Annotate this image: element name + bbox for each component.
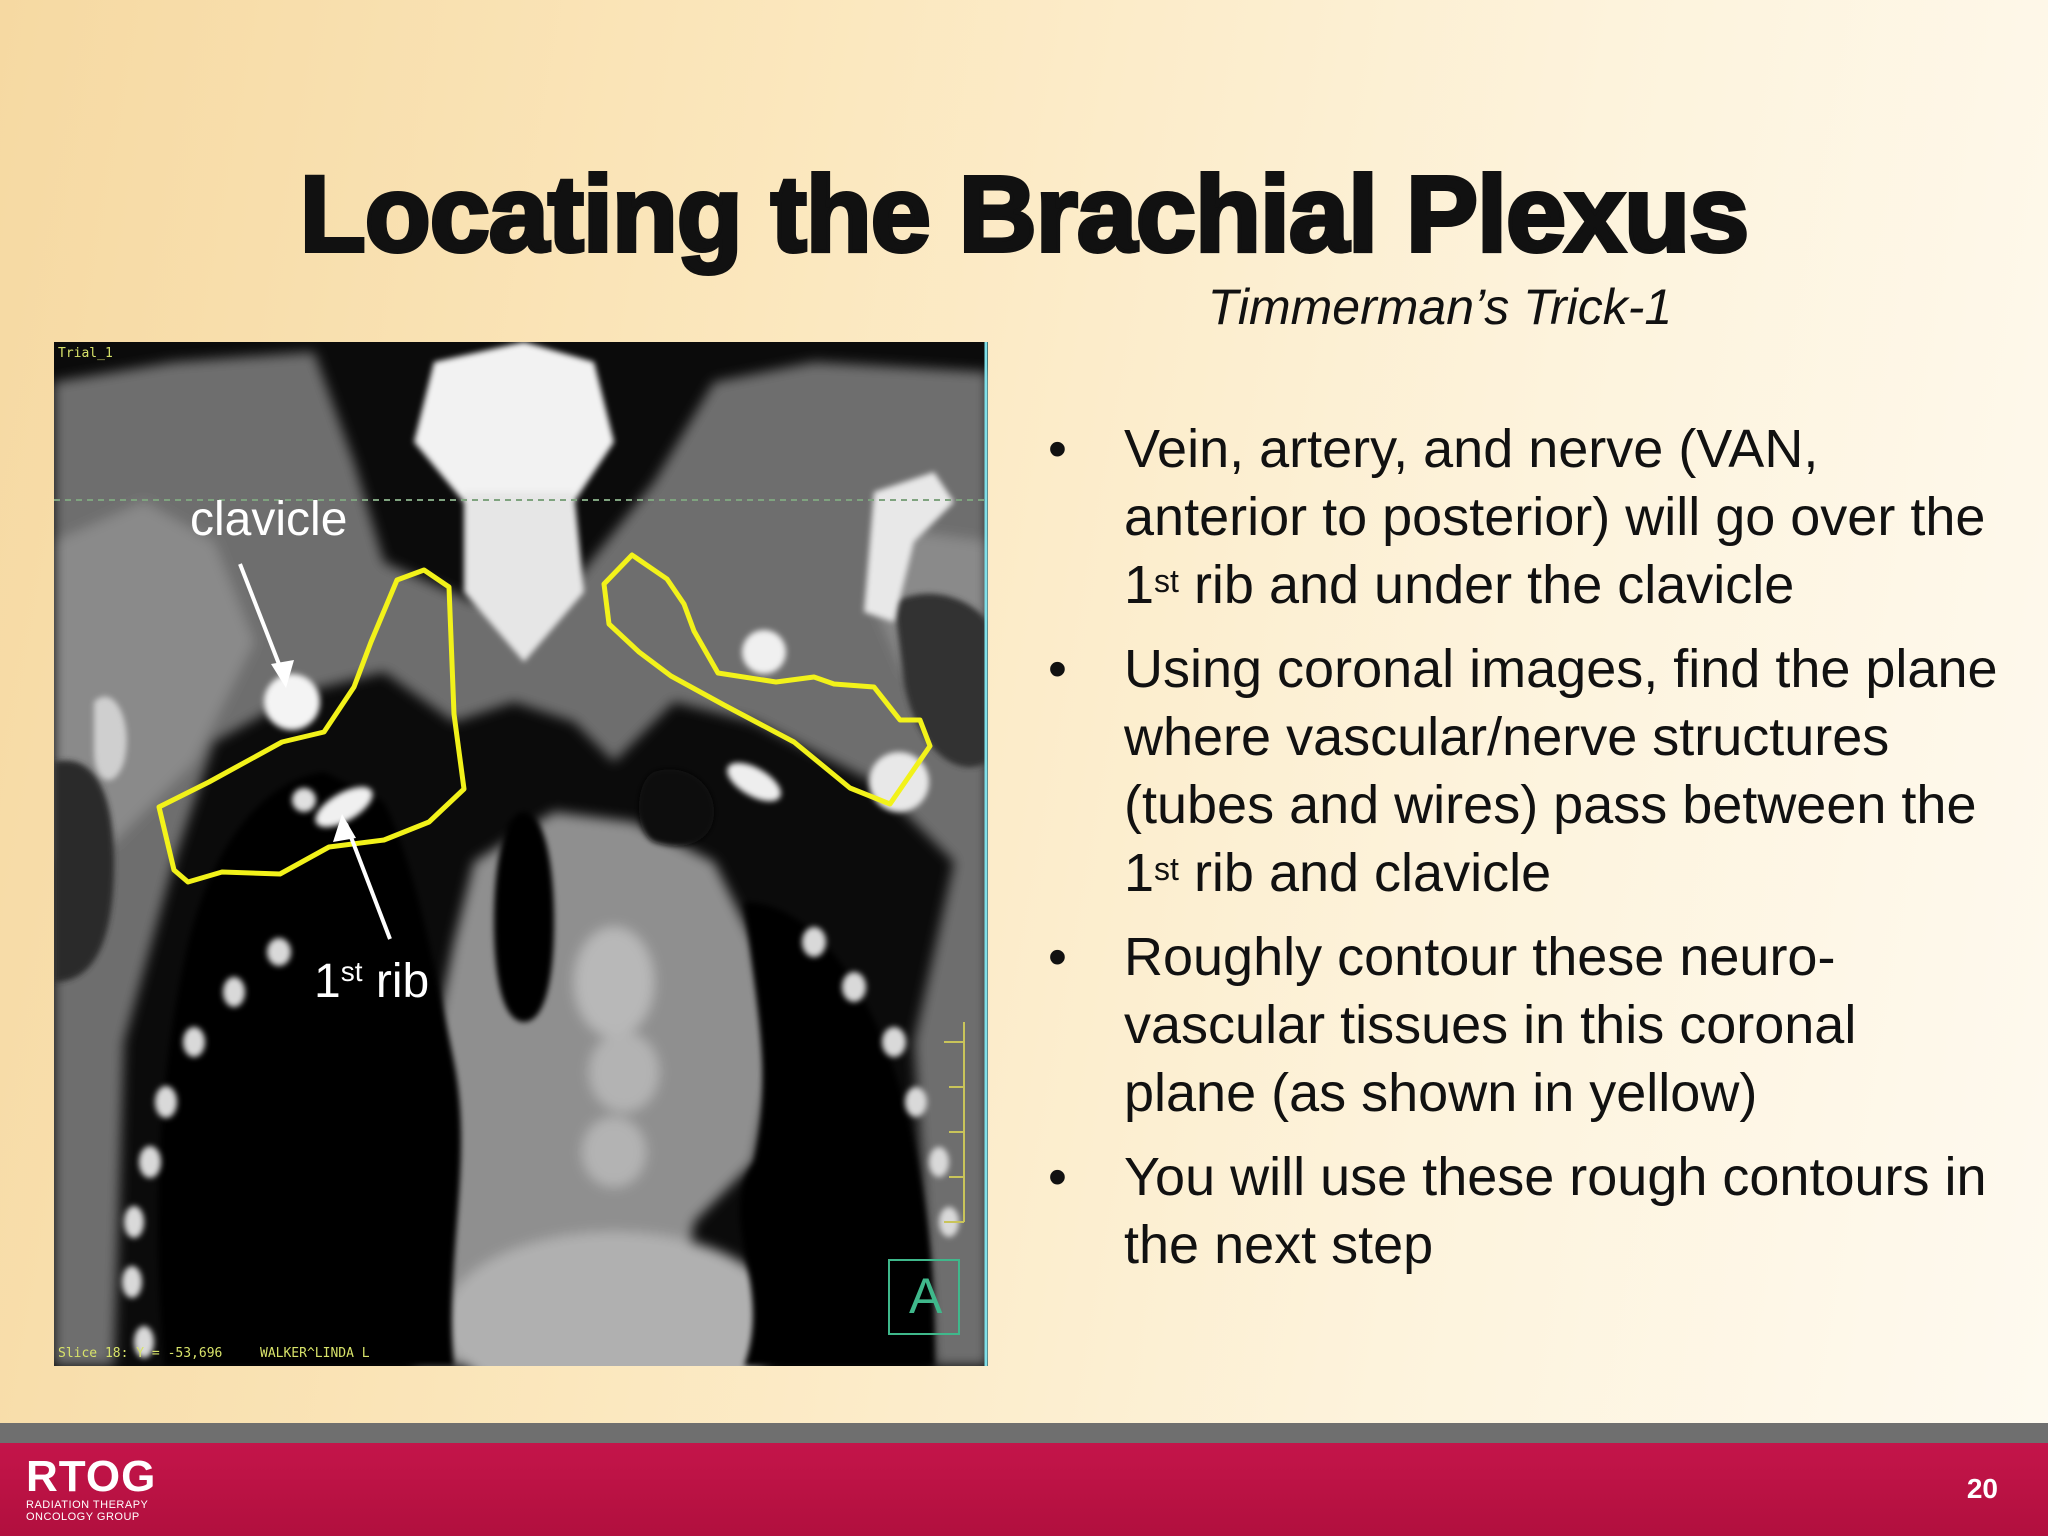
footer-divider: [0, 1423, 2048, 1443]
page-number: 20: [1966, 1473, 1998, 1504]
slide-subtitle: Timmerman’s Trick-1: [1207, 279, 1673, 335]
footer-bar: [0, 1443, 2048, 1536]
trial-label: Trial_1: [58, 346, 113, 361]
bullet-dot: •: [1048, 639, 1067, 699]
bullet-item: • Roughly contour these neuro-vascular tissues in this coronal plane (as shown in yellow): [1040, 923, 2000, 1127]
bullet-item: • You will use these rough contours in the next step: [1040, 1143, 2000, 1279]
bullet-dot: •: [1048, 927, 1067, 987]
bullet-dot: •: [1048, 419, 1067, 479]
bullet-item: • Using coronal images, find the plane where vascular/nerve structures (tubes and wires) pass between the 1st rib and clavicle: [1040, 635, 2000, 907]
slice-info: Slice 18: Y = -53,696: [58, 1346, 223, 1361]
first-rib-label: 1st rib: [314, 955, 430, 1008]
bullet-dot: •: [1048, 1147, 1067, 1207]
ct-coronal-image: [54, 342, 988, 1366]
rtog-logo: RTOG RADIATION THERAPY ONCOLOGY GROUP: [26, 1452, 157, 1523]
patient-name: WALKER^LINDA L: [260, 1346, 370, 1361]
bullet-list: [1040, 415, 2000, 1295]
slide-title: Locating the Brachial Plexus: [299, 153, 1749, 274]
bullet-item: • Vein, artery, and nerve (VAN, anterior to posterior) will go over the 1st rib and under the clavicle: [1040, 415, 2000, 619]
orientation-marker: A: [909, 1268, 943, 1324]
clavicle-label: clavicle: [190, 493, 348, 546]
